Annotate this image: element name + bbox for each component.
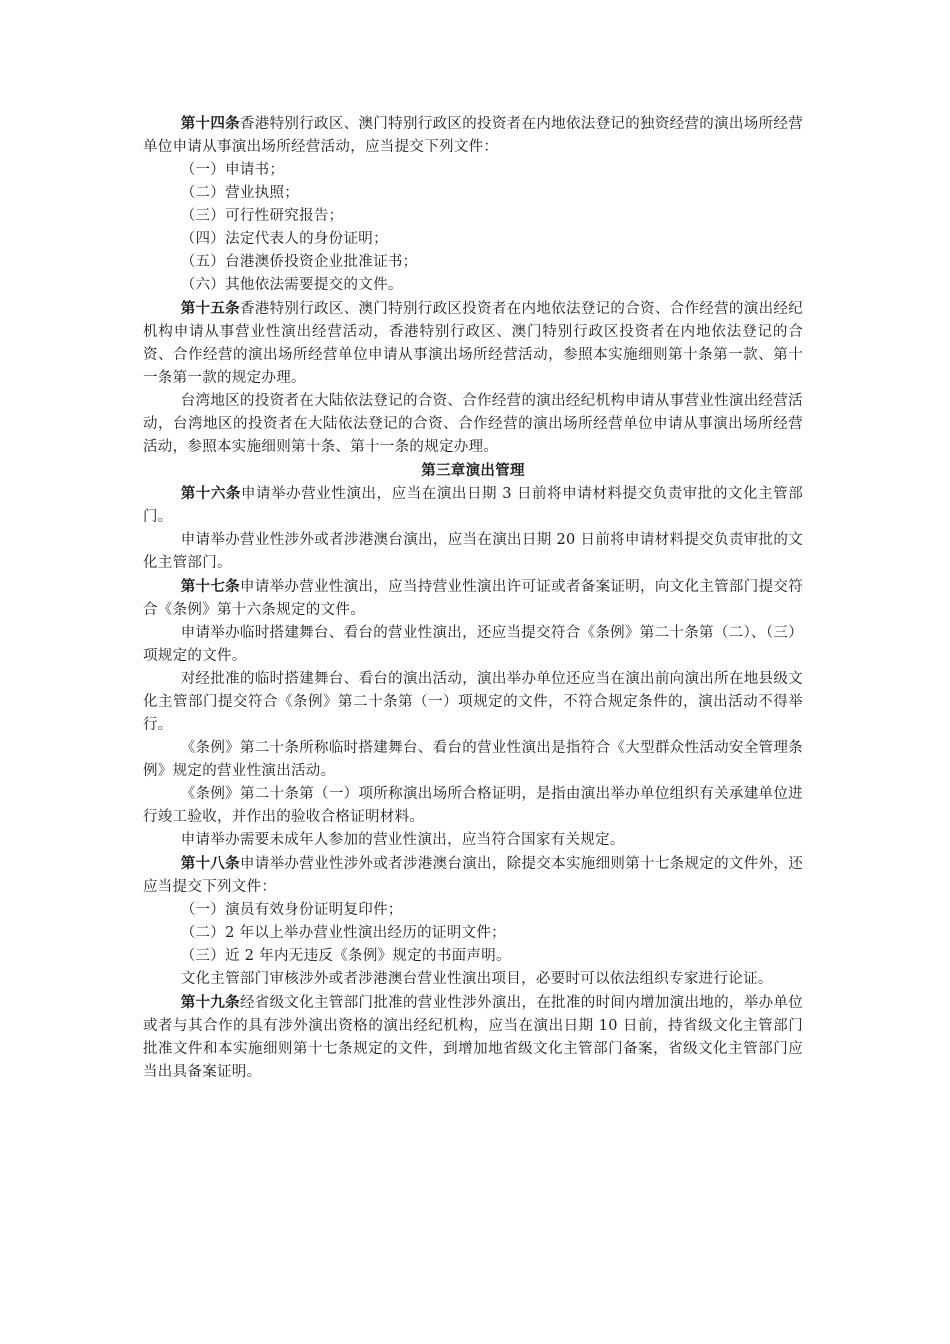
article-15-paragraph-2: 台湾地区的投资者在大陆依法登记的合资、合作经营的演出经纪机构申请从事营业性演出经营活动，台湾地区的投资者在大陆依法登记的合资、合作经营的演出场所经营单位申请从事演出场所经营活动，参照本实施细则第十条、第十一条的规定办理。 — [143, 393, 803, 455]
article-14-text: 香港特别行政区、澳门特别行政区的投资者在内地依法登记的独资经营的演出场所经营单位申请从事演出场所经营活动，应当提交下列文件： — [143, 116, 803, 155]
article-18-text: 申请举办营业性涉外或者涉港澳台演出，除提交本实施细则第十七条规定的文件外，还应当提交下列文件： — [143, 856, 803, 895]
article-17-paragraph-2: 申请举办临时搭建舞台、看台的营业性演出，还应当提交符合《条例》第二十条第（二）、（三）项规定的文件。 — [143, 625, 803, 664]
article-17-text: 申请举办营业性演出，应当持营业性演出许可证或者备案证明，向文化主管部门提交符合《条例》第十六条规定的文件。 — [143, 579, 803, 618]
chapter-3-heading: 第三章演出管理 — [421, 462, 525, 479]
article-19-text: 经省级文化主管部门批准的营业性涉外演出，在批准的时间内增加演出地的，举办单位或者与其合作的具有涉外演出资格的演出经纪机构，应当在演出日期 10 日前，持省级文化主管部门批准文件和本实施细则第十七条规定的文件，到增加地省级文化主管部门备案，省级文化主管部门应当出具备案证明。 — [143, 995, 803, 1080]
article-17-paragraph-6: 申请举办需要未成年人参加的营业性演出，应当符合国家有关规定。 — [180, 832, 625, 848]
article-18-item-1: （一）演员有效身份证明复印件； — [180, 902, 403, 918]
article-19-paragraph — [143, 991, 803, 1084]
article-14-title: 第十四条 — [180, 115, 240, 132]
article-18-title: 第十八条 — [180, 855, 240, 872]
article-18-paragraph-2: 文化主管部门审核涉外或者涉港澳台营业性演出项目，必要时可以依法组织专家进行论证。 — [180, 971, 773, 987]
article-15-paragraph — [143, 297, 803, 390]
article-16-paragraph-2: 申请举办营业性涉外或者涉港澳台演出，应当在演出日期 20 日前将申请材料提交负责审批的文化主管部门。 — [143, 532, 803, 571]
article-18-item-2: （二）2 年以上举办营业性演出经历的证明文件； — [180, 925, 506, 941]
article-17-title: 第十七条 — [180, 578, 240, 595]
article-14-item-4: （四）法定代表人的身份证明； — [180, 231, 388, 247]
article-17-paragraph-3: 对经批准的临时搭建舞台、看台的演出活动，演出举办单位还应当在演出前向演出所在地县级文化主管部门提交符合《条例》第二十条第（一）项规定的文件，不符合规定条件的，演出活动不得举行。 — [143, 671, 803, 733]
article-14-item-6: （六）其他依法需要提交的文件。 — [180, 277, 403, 293]
article-14-item-3: （三）可行性研究报告； — [180, 208, 344, 224]
article-14-item-2: （二）营业执照； — [180, 185, 300, 201]
article-14-item-1: （一）申请书； — [180, 162, 285, 178]
article-17-paragraph — [143, 575, 803, 622]
article-15-text: 香港特别行政区、澳门特别行政区投资者在内地依法登记的合资、合作经营的演出经纪机构申请从事营业性演出经营活动，香港特别行政区、澳门特别行政区投资者在内地依法登记的合资、合作经营的演出场所经营单位申请从事演出场所经营活动，参照本实施细则第十条第一款、第十一条第一款的规定办理。 — [143, 301, 803, 386]
article-18-paragraph — [143, 852, 803, 899]
article-14-paragraph — [143, 112, 803, 159]
article-14-item-5: （五）台港澳侨投资企业批准证书； — [180, 254, 418, 270]
article-16-title: 第十六条 — [180, 485, 241, 502]
article-17-paragraph-5: 《条例》第二十条第（一）项所称演出场所合格证明，是指由演出举办单位组织有关承建单位进行竣工验收，并作出的验收合格证明材料。 — [143, 786, 803, 825]
article-19-title: 第十九条 — [180, 994, 240, 1011]
article-17-paragraph-4: 《条例》第二十条所称临时搭建舞台、看台的营业性演出是指符合《大型群众性活动安全管理条例》规定的营业性演出活动。 — [143, 740, 803, 779]
document-page — [143, 112, 803, 1084]
article-16-paragraph — [143, 482, 803, 529]
article-16-text: 申请举办营业性演出，应当在演出日期 3 日前将申请材料提交负责审批的文化主管部门。 — [143, 486, 804, 525]
article-18-item-3: （三）近 2 年内无违反《条例》规定的书面声明。 — [180, 948, 511, 964]
article-15-title: 第十五条 — [180, 300, 240, 317]
